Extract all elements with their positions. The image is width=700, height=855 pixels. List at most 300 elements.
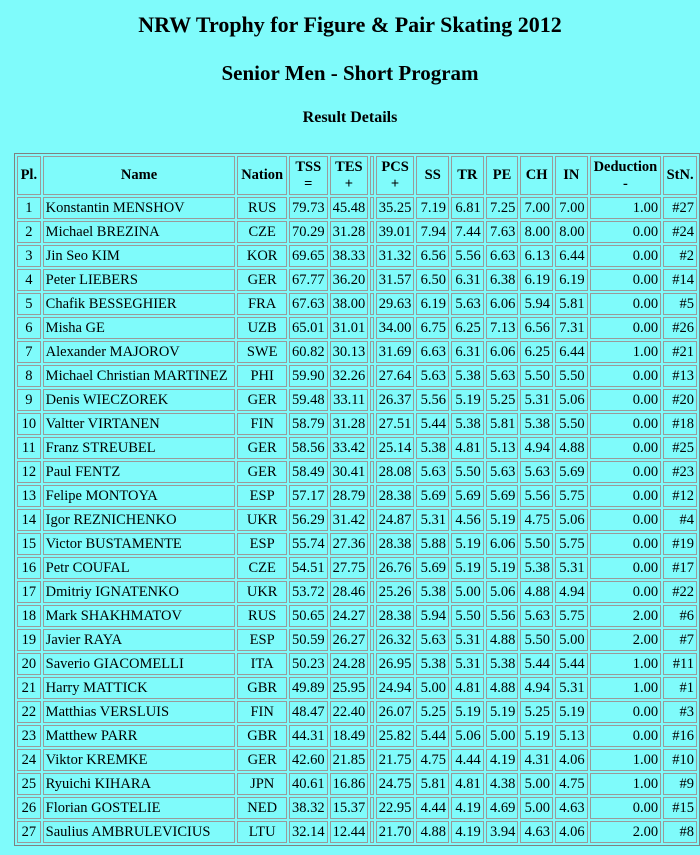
col-header-name: Name — [43, 156, 236, 195]
cell-in: 8.00 — [555, 221, 588, 243]
cell-ss: 5.81 — [416, 773, 449, 795]
cell-ch: 5.25 — [520, 701, 553, 723]
cell-tes: 22.40 — [330, 701, 369, 723]
cell-pcs: 26.76 — [376, 557, 415, 579]
cell-pcs: 24.75 — [376, 773, 415, 795]
table-row — [17, 533, 697, 555]
table-row — [17, 293, 697, 315]
cell-tr: 5.31 — [451, 629, 484, 651]
cell-in: 4.88 — [555, 437, 588, 459]
cell-name: Misha GE — [43, 317, 236, 339]
cell-ch: 4.94 — [520, 677, 553, 699]
cell-nation: UZB — [237, 317, 287, 339]
cell-pcs: 28.38 — [376, 485, 415, 507]
cell-pe: 5.56 — [486, 605, 519, 627]
cell-spacer — [370, 653, 374, 675]
cell-tr: 5.31 — [451, 653, 484, 675]
cell-start-number: #4 — [663, 509, 697, 531]
cell-tss: 58.79 — [289, 413, 328, 435]
cell-ss: 6.50 — [416, 269, 449, 291]
cell-spacer — [370, 749, 374, 771]
cell-start-number: #15 — [663, 797, 697, 819]
cell-ch: 5.31 — [520, 389, 553, 411]
cell-in: 5.00 — [555, 629, 588, 651]
table-row — [17, 221, 697, 243]
cell-in: 5.06 — [555, 509, 588, 531]
cell-spacer — [370, 269, 374, 291]
cell-spacer — [370, 797, 374, 819]
cell-place: 21 — [17, 677, 41, 699]
cell-nation: FIN — [237, 413, 287, 435]
cell-spacer — [370, 245, 374, 267]
table-row — [17, 413, 697, 435]
cell-deduction: 2.00 — [590, 821, 662, 843]
table-row — [17, 389, 697, 411]
cell-spacer — [370, 677, 374, 699]
cell-deduction: 0.00 — [590, 581, 662, 603]
cell-ss: 6.63 — [416, 341, 449, 363]
cell-deduction: 0.00 — [590, 413, 662, 435]
cell-pe: 5.69 — [486, 485, 519, 507]
cell-spacer — [370, 365, 374, 387]
cell-spacer — [370, 197, 374, 219]
cell-in: 5.31 — [555, 677, 588, 699]
cell-deduction: 0.00 — [590, 797, 662, 819]
cell-deduction: 2.00 — [590, 629, 662, 651]
table-row — [17, 581, 697, 603]
cell-place: 24 — [17, 749, 41, 771]
cell-pe: 5.19 — [486, 509, 519, 531]
cell-place: 12 — [17, 461, 41, 483]
cell-deduction: 0.00 — [590, 461, 662, 483]
cell-pe: 7.63 — [486, 221, 519, 243]
cell-deduction: 0.00 — [590, 245, 662, 267]
cell-tss: 59.90 — [289, 365, 328, 387]
col-header-stn: StN. — [663, 156, 697, 195]
cell-deduction: 1.00 — [590, 197, 662, 219]
cell-deduction: 0.00 — [590, 533, 662, 555]
cell-place: 22 — [17, 701, 41, 723]
cell-in: 5.44 — [555, 653, 588, 675]
cell-spacer — [370, 821, 374, 843]
cell-tr: 6.31 — [451, 341, 484, 363]
cell-tes: 31.28 — [330, 413, 369, 435]
cell-in: 5.75 — [555, 533, 588, 555]
cell-pe: 5.13 — [486, 437, 519, 459]
cell-pcs: 27.64 — [376, 365, 415, 387]
results-table — [14, 153, 700, 846]
cell-start-number: #26 — [663, 317, 697, 339]
cell-place: 26 — [17, 797, 41, 819]
cell-in: 5.50 — [555, 413, 588, 435]
cell-tr: 4.19 — [451, 821, 484, 843]
cell-pcs: 26.07 — [376, 701, 415, 723]
table-row — [17, 245, 697, 267]
cell-pcs: 34.00 — [376, 317, 415, 339]
cell-tss: 50.23 — [289, 653, 328, 675]
cell-name: Mark SHAKHMATOV — [43, 605, 236, 627]
cell-pcs: 29.63 — [376, 293, 415, 315]
cell-start-number: #7 — [663, 629, 697, 651]
cell-pe: 6.38 — [486, 269, 519, 291]
cell-ss: 5.63 — [416, 461, 449, 483]
cell-tes: 31.42 — [330, 509, 369, 531]
cell-ss: 6.56 — [416, 245, 449, 267]
cell-tss: 38.32 — [289, 797, 328, 819]
cell-place: 25 — [17, 773, 41, 795]
cell-spacer — [370, 533, 374, 555]
table-row — [17, 341, 697, 363]
col-header-deduction: Deduction - — [590, 156, 662, 195]
cell-pe: 5.81 — [486, 413, 519, 435]
cell-tss: 57.17 — [289, 485, 328, 507]
table-row — [17, 629, 697, 651]
col-header-ch: CH — [520, 156, 553, 195]
cell-ss: 4.44 — [416, 797, 449, 819]
cell-ch: 6.25 — [520, 341, 553, 363]
cell-nation: UKR — [237, 509, 287, 531]
cell-start-number: #24 — [663, 221, 697, 243]
cell-tes: 33.42 — [330, 437, 369, 459]
cell-pcs: 24.94 — [376, 677, 415, 699]
cell-tr: 5.19 — [451, 557, 484, 579]
table-row — [17, 461, 697, 483]
cell-pcs: 28.38 — [376, 533, 415, 555]
cell-in: 4.94 — [555, 581, 588, 603]
table-row — [17, 701, 697, 723]
cell-nation: PHI — [237, 365, 287, 387]
cell-tr: 5.38 — [451, 413, 484, 435]
cell-pe: 5.00 — [486, 725, 519, 747]
cell-start-number: #2 — [663, 245, 697, 267]
cell-in: 5.75 — [555, 485, 588, 507]
cell-name: Florian GOSTELIE — [43, 797, 236, 819]
page-title: NRW Trophy for Figure & Pair Skating 2012 — [138, 12, 562, 37]
cell-place: 3 — [17, 245, 41, 267]
cell-pe: 4.69 — [486, 797, 519, 819]
cell-tr: 5.00 — [451, 581, 484, 603]
cell-tr: 6.31 — [451, 269, 484, 291]
cell-place: 5 — [17, 293, 41, 315]
cell-place: 10 — [17, 413, 41, 435]
cell-place: 14 — [17, 509, 41, 531]
cell-place: 1 — [17, 197, 41, 219]
cell-start-number: #17 — [663, 557, 697, 579]
cell-place: 11 — [17, 437, 41, 459]
cell-pe: 4.38 — [486, 773, 519, 795]
cell-tr: 7.44 — [451, 221, 484, 243]
cell-pcs: 26.32 — [376, 629, 415, 651]
cell-pe: 5.19 — [486, 701, 519, 723]
cell-tes: 26.27 — [330, 629, 369, 651]
cell-ss: 5.25 — [416, 701, 449, 723]
cell-name: Igor REZNICHENKO — [43, 509, 236, 531]
cell-ss: 5.44 — [416, 725, 449, 747]
cell-deduction: 1.00 — [590, 341, 662, 363]
cell-start-number: #3 — [663, 701, 697, 723]
cell-tss: 40.61 — [289, 773, 328, 795]
cell-in: 5.81 — [555, 293, 588, 315]
cell-deduction: 0.00 — [590, 389, 662, 411]
cell-tes: 36.20 — [330, 269, 369, 291]
cell-spacer — [370, 389, 374, 411]
cell-tr: 5.69 — [451, 485, 484, 507]
col-header-tes: TES + — [330, 156, 369, 195]
cell-start-number: #20 — [663, 389, 697, 411]
cell-tss: 59.48 — [289, 389, 328, 411]
table-row — [17, 653, 697, 675]
cell-name: Valtter VIRTANEN — [43, 413, 236, 435]
cell-pcs: 25.26 — [376, 581, 415, 603]
cell-nation: ITA — [237, 653, 287, 675]
cell-pe: 3.94 — [486, 821, 519, 843]
cell-ss: 5.63 — [416, 629, 449, 651]
cell-ch: 5.38 — [520, 413, 553, 435]
cell-ch: 4.88 — [520, 581, 553, 603]
cell-ss: 5.69 — [416, 485, 449, 507]
cell-pe: 4.88 — [486, 677, 519, 699]
cell-deduction: 0.00 — [590, 269, 662, 291]
cell-deduction: 1.00 — [590, 653, 662, 675]
cell-tes: 45.48 — [330, 197, 369, 219]
cell-tes: 25.95 — [330, 677, 369, 699]
cell-nation: JPN — [237, 773, 287, 795]
table-row — [17, 605, 697, 627]
cell-name: Alexander MAJOROV — [43, 341, 236, 363]
cell-spacer — [370, 773, 374, 795]
cell-pe: 7.13 — [486, 317, 519, 339]
cell-tr: 5.50 — [451, 461, 484, 483]
cell-nation: GER — [237, 269, 287, 291]
cell-tr: 4.44 — [451, 749, 484, 771]
cell-tr: 4.81 — [451, 677, 484, 699]
table-row — [17, 317, 697, 339]
cell-nation: SWE — [237, 341, 287, 363]
cell-spacer — [370, 437, 374, 459]
cell-pe: 5.63 — [486, 461, 519, 483]
cell-tr: 5.56 — [451, 245, 484, 267]
cell-ch: 5.00 — [520, 773, 553, 795]
cell-nation: GER — [237, 389, 287, 411]
cell-tes: 30.41 — [330, 461, 369, 483]
cell-tes: 24.27 — [330, 605, 369, 627]
cell-tss: 58.56 — [289, 437, 328, 459]
table-row — [17, 677, 697, 699]
cell-start-number: #9 — [663, 773, 697, 795]
cell-pe: 5.19 — [486, 557, 519, 579]
cell-ss: 5.38 — [416, 437, 449, 459]
cell-place: 27 — [17, 821, 41, 843]
cell-tss: 44.31 — [289, 725, 328, 747]
page-subtitle: Senior Men - Short Program — [221, 61, 479, 85]
cell-in: 5.31 — [555, 557, 588, 579]
cell-name: Matthias VERSLUIS — [43, 701, 236, 723]
cell-ch: 4.63 — [520, 821, 553, 843]
cell-tes: 18.49 — [330, 725, 369, 747]
cell-ch: 5.63 — [520, 461, 553, 483]
table-row — [17, 269, 697, 291]
col-header-tss: TSS = — [289, 156, 328, 195]
col-header-ss: SS — [416, 156, 449, 195]
cell-place: 15 — [17, 533, 41, 555]
cell-ss: 6.75 — [416, 317, 449, 339]
cell-spacer — [370, 317, 374, 339]
cell-name: Viktor KREMKE — [43, 749, 236, 771]
cell-start-number: #25 — [663, 437, 697, 459]
cell-tes: 21.85 — [330, 749, 369, 771]
cell-tr: 5.38 — [451, 365, 484, 387]
cell-name: Saverio GIACOMELLI — [43, 653, 236, 675]
cell-ch: 6.19 — [520, 269, 553, 291]
cell-pcs: 21.75 — [376, 749, 415, 771]
cell-tr: 5.19 — [451, 701, 484, 723]
cell-pe: 5.25 — [486, 389, 519, 411]
cell-place: 20 — [17, 653, 41, 675]
cell-ch: 5.63 — [520, 605, 553, 627]
table-row — [17, 197, 697, 219]
cell-deduction: 0.00 — [590, 509, 662, 531]
cell-tss: 50.59 — [289, 629, 328, 651]
cell-name: Javier RAYA — [43, 629, 236, 651]
cell-name: Jin Seo KIM — [43, 245, 236, 267]
col-header-pe: PE — [486, 156, 519, 195]
cell-name: Felipe MONTOYA — [43, 485, 236, 507]
cell-tes: 33.11 — [330, 389, 369, 411]
cell-start-number: #12 — [663, 485, 697, 507]
cell-spacer — [370, 581, 374, 603]
cell-deduction: 1.00 — [590, 773, 662, 795]
cell-ch: 5.50 — [520, 365, 553, 387]
cell-pcs: 39.01 — [376, 221, 415, 243]
cell-pcs: 28.38 — [376, 605, 415, 627]
cell-tes: 30.13 — [330, 341, 369, 363]
cell-in: 5.50 — [555, 365, 588, 387]
cell-tss: 65.01 — [289, 317, 328, 339]
cell-place: 19 — [17, 629, 41, 651]
cell-place: 6 — [17, 317, 41, 339]
cell-pcs: 35.25 — [376, 197, 415, 219]
cell-place: 13 — [17, 485, 41, 507]
cell-spacer — [370, 725, 374, 747]
cell-start-number: #11 — [663, 653, 697, 675]
cell-tss: 55.74 — [289, 533, 328, 555]
cell-pe: 5.63 — [486, 365, 519, 387]
cell-nation: RUS — [237, 605, 287, 627]
cell-deduction: 0.00 — [590, 293, 662, 315]
cell-pcs: 21.70 — [376, 821, 415, 843]
cell-tr: 4.19 — [451, 797, 484, 819]
cell-tss: 79.73 — [289, 197, 328, 219]
cell-nation: GER — [237, 461, 287, 483]
cell-tr: 5.19 — [451, 533, 484, 555]
col-header-in: IN — [555, 156, 588, 195]
cell-nation: GBR — [237, 677, 287, 699]
cell-nation: GER — [237, 437, 287, 459]
cell-start-number: #21 — [663, 341, 697, 363]
cell-nation: ESP — [237, 533, 287, 555]
cell-spacer — [370, 557, 374, 579]
cell-ch: 5.19 — [520, 725, 553, 747]
table-row — [17, 485, 697, 507]
cell-ch: 5.94 — [520, 293, 553, 315]
cell-tr: 4.81 — [451, 437, 484, 459]
cell-nation: FRA — [237, 293, 287, 315]
cell-ch: 5.44 — [520, 653, 553, 675]
cell-pcs: 26.37 — [376, 389, 415, 411]
table-row — [17, 773, 697, 795]
cell-ss: 5.38 — [416, 581, 449, 603]
cell-tss: 48.47 — [289, 701, 328, 723]
cell-ss: 5.56 — [416, 389, 449, 411]
cell-spacer — [370, 221, 374, 243]
cell-ch: 7.00 — [520, 197, 553, 219]
cell-ss: 5.88 — [416, 533, 449, 555]
cell-name: Saulius AMBRULEVICIUS — [43, 821, 236, 843]
cell-in: 5.75 — [555, 605, 588, 627]
cell-tes: 15.37 — [330, 797, 369, 819]
cell-deduction: 0.00 — [590, 437, 662, 459]
cell-in: 4.06 — [555, 821, 588, 843]
cell-pcs: 31.32 — [376, 245, 415, 267]
cell-tes: 12.44 — [330, 821, 369, 843]
cell-tes: 32.26 — [330, 365, 369, 387]
cell-tes: 16.86 — [330, 773, 369, 795]
cell-spacer — [370, 629, 374, 651]
section-title: Result Details — [302, 109, 398, 126]
cell-pe: 6.06 — [486, 293, 519, 315]
cell-name: Matthew PARR — [43, 725, 236, 747]
cell-pe: 5.38 — [486, 653, 519, 675]
cell-nation: RUS — [237, 197, 287, 219]
cell-in: 7.00 — [555, 197, 588, 219]
cell-start-number: #27 — [663, 197, 697, 219]
cell-pe: 5.06 — [486, 581, 519, 603]
cell-start-number: #10 — [663, 749, 697, 771]
cell-tss: 50.65 — [289, 605, 328, 627]
cell-nation: CZE — [237, 557, 287, 579]
cell-name: Paul FENTZ — [43, 461, 236, 483]
cell-name: Denis WIECZOREK — [43, 389, 236, 411]
cell-name: Dmitriy IGNATENKO — [43, 581, 236, 603]
cell-ss: 4.88 — [416, 821, 449, 843]
cell-name: Petr COUFAL — [43, 557, 236, 579]
cell-nation: KOR — [237, 245, 287, 267]
cell-place: 8 — [17, 365, 41, 387]
cell-tr: 5.50 — [451, 605, 484, 627]
cell-start-number: #22 — [663, 581, 697, 603]
cell-pe: 6.06 — [486, 341, 519, 363]
cell-pe: 7.25 — [486, 197, 519, 219]
cell-pcs: 25.82 — [376, 725, 415, 747]
cell-nation: GBR — [237, 725, 287, 747]
cell-ss: 4.75 — [416, 749, 449, 771]
header-row — [17, 156, 697, 195]
cell-ch: 4.31 — [520, 749, 553, 771]
cell-pe: 4.19 — [486, 749, 519, 771]
cell-in: 4.63 — [555, 797, 588, 819]
cell-ch: 5.00 — [520, 797, 553, 819]
cell-in: 4.06 — [555, 749, 588, 771]
cell-start-number: #1 — [663, 677, 697, 699]
cell-in: 4.75 — [555, 773, 588, 795]
cell-spacer — [370, 485, 374, 507]
cell-tes: 31.28 — [330, 221, 369, 243]
cell-tss: 69.65 — [289, 245, 328, 267]
cell-deduction: 0.00 — [590, 317, 662, 339]
cell-in: 5.13 — [555, 725, 588, 747]
table-row — [17, 725, 697, 747]
cell-tss: 56.29 — [289, 509, 328, 531]
